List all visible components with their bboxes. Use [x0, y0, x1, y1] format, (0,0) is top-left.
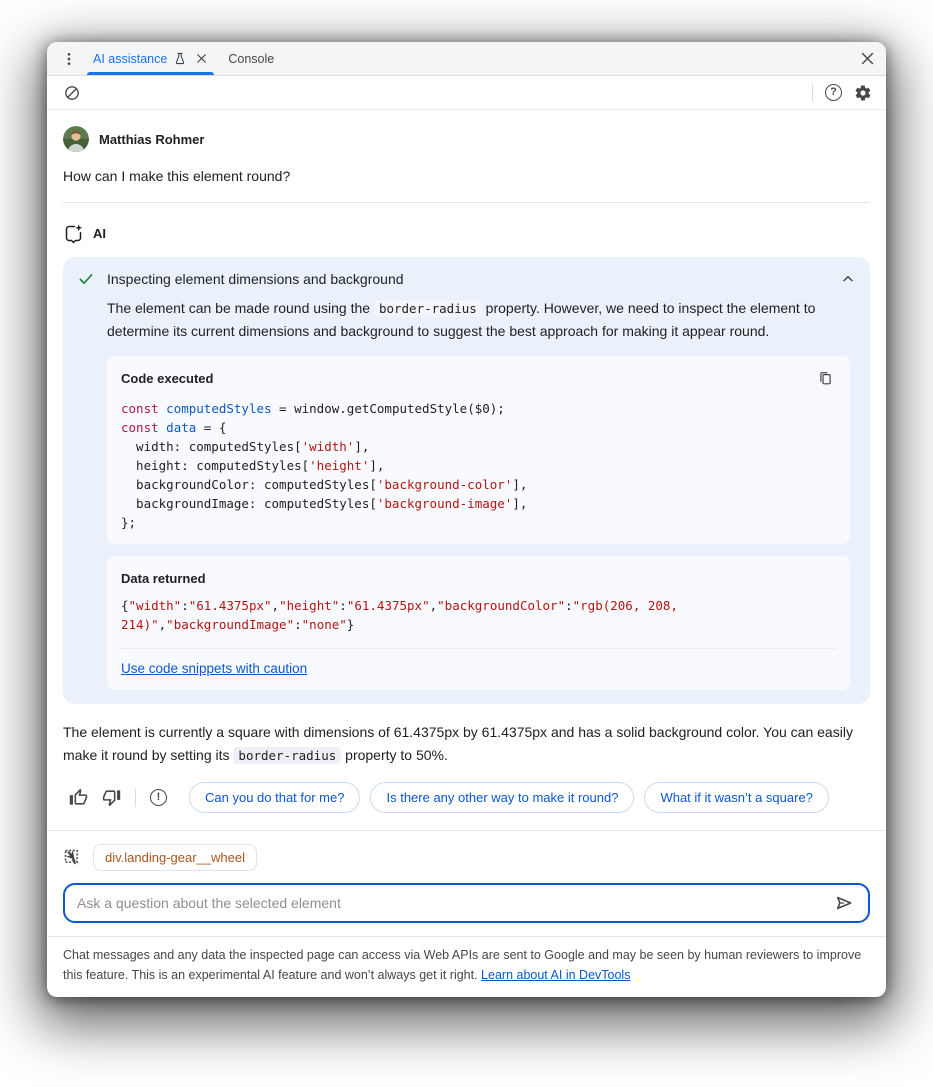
- toolbar-divider: [812, 84, 813, 102]
- copy-icon[interactable]: [815, 368, 836, 389]
- ai-step-card: [63, 257, 870, 704]
- selected-element-chip[interactable]: div.landing-gear__wheel: [93, 844, 257, 871]
- suggestion-chip[interactable]: What if it wasn’t a square?: [644, 782, 828, 813]
- step-title: Inspecting element dimensions and background: [107, 271, 404, 287]
- ai-sparkle-bubble-icon: [63, 223, 84, 244]
- thumbs-up-icon[interactable]: [63, 788, 94, 807]
- chat-area: [47, 126, 886, 813]
- prompt-input[interactable]: [77, 895, 830, 911]
- check-icon: [77, 270, 95, 288]
- more-menu-icon[interactable]: [55, 42, 83, 75]
- user-message-text: How can I make this element round?: [63, 168, 291, 184]
- ai-answer: [63, 721, 870, 767]
- composer: [47, 830, 886, 923]
- tab-label: Console: [228, 51, 275, 66]
- learn-more-link[interactable]: Learn about AI in DevTools: [481, 967, 631, 982]
- close-tab-icon[interactable]: [195, 52, 208, 65]
- disclaimer-text: Chat messages and any data the inspected page can access via Web APIs are sent to Google and may be seen by human reviewers to improve this feature. This is an experimental AI feature and won’t always get it right.: [63, 948, 862, 982]
- code-executed-card: [107, 356, 850, 544]
- caution-row: [121, 648, 836, 678]
- step-body: [107, 297, 850, 690]
- answer-before: The element is currently a square with dimensions of 61.4375px by 61.4375px and has a solid background color. You can easily make it round by setting its: [63, 724, 853, 764]
- panel-toolbar: [47, 76, 886, 110]
- step-header[interactable]: [77, 270, 856, 288]
- close-panel-icon[interactable]: [853, 42, 886, 75]
- devtools-ai-assistance-panel: [47, 42, 886, 997]
- avatar: [63, 126, 89, 152]
- step-intro-after: property. However, we need to inspect the element to determine its current dimensions and background to suggest the best approach for making it appear round.: [107, 300, 816, 340]
- tabbar-spacer: [284, 42, 853, 75]
- message-divider: [63, 202, 870, 203]
- send-icon[interactable]: [830, 893, 858, 913]
- tab-console[interactable]: [218, 42, 284, 75]
- experiment-flask-icon: [173, 52, 187, 66]
- suggestion-chips: [189, 782, 886, 813]
- suggestion-chip[interactable]: Can you do that for me?: [189, 782, 360, 813]
- executed-code: const computedStyles = window.getComputedStyle($0); const data = { width: computedStyles['width'], height: computedStyles['height'], backgroundColor: computedStyles['background-color'], backgroundImage: computedStyles['background-image'], };: [121, 401, 528, 531]
- inline-code: border-radius: [233, 747, 341, 764]
- clear-chat-block-icon[interactable]: [57, 84, 87, 102]
- ai-label: AI: [93, 226, 106, 241]
- help-glyph: ?: [825, 84, 842, 101]
- inline-code: border-radius: [374, 300, 482, 317]
- answer-after: property to 50%.: [341, 747, 448, 764]
- report-icon[interactable]: [144, 789, 173, 806]
- tab-ai-assistance[interactable]: [83, 42, 218, 75]
- step-intro: [107, 297, 850, 343]
- ai-message-header: [63, 223, 870, 244]
- disclaimer-footer: [47, 936, 886, 997]
- data-returned-label: Data returned: [121, 571, 206, 587]
- code-executed-label: Code executed: [121, 371, 214, 387]
- returned-data: {"width":"61.4375px","height":"61.4375px","backgroundColor":"rgb(206, 208, 214)","backgroundImage":"none"}: [121, 598, 686, 633]
- gear-icon[interactable]: [848, 84, 878, 102]
- user-message-header: [63, 126, 870, 152]
- selected-element-row: [63, 844, 870, 871]
- chevron-up-icon[interactable]: [840, 271, 856, 287]
- report-glyph: !: [150, 789, 167, 806]
- user-name: Matthias Rohmer: [99, 131, 205, 147]
- tab-bar: [47, 42, 886, 76]
- step-intro-before: The element can be made round using the: [107, 300, 374, 316]
- suggestion-chip[interactable]: Is there any other way to make it round?: [370, 782, 634, 813]
- feedback-row: [63, 782, 870, 813]
- help-icon[interactable]: [819, 84, 848, 101]
- thumbs-down-icon[interactable]: [96, 788, 127, 807]
- inspect-element-icon[interactable]: [63, 848, 83, 868]
- feedback-divider: [135, 789, 136, 807]
- tab-label: AI assistance: [93, 51, 168, 66]
- caution-link[interactable]: Use code snippets with caution: [121, 661, 308, 677]
- data-returned-card: [107, 556, 850, 690]
- prompt-input-box: [63, 883, 870, 923]
- feedback-icons: [63, 788, 173, 807]
